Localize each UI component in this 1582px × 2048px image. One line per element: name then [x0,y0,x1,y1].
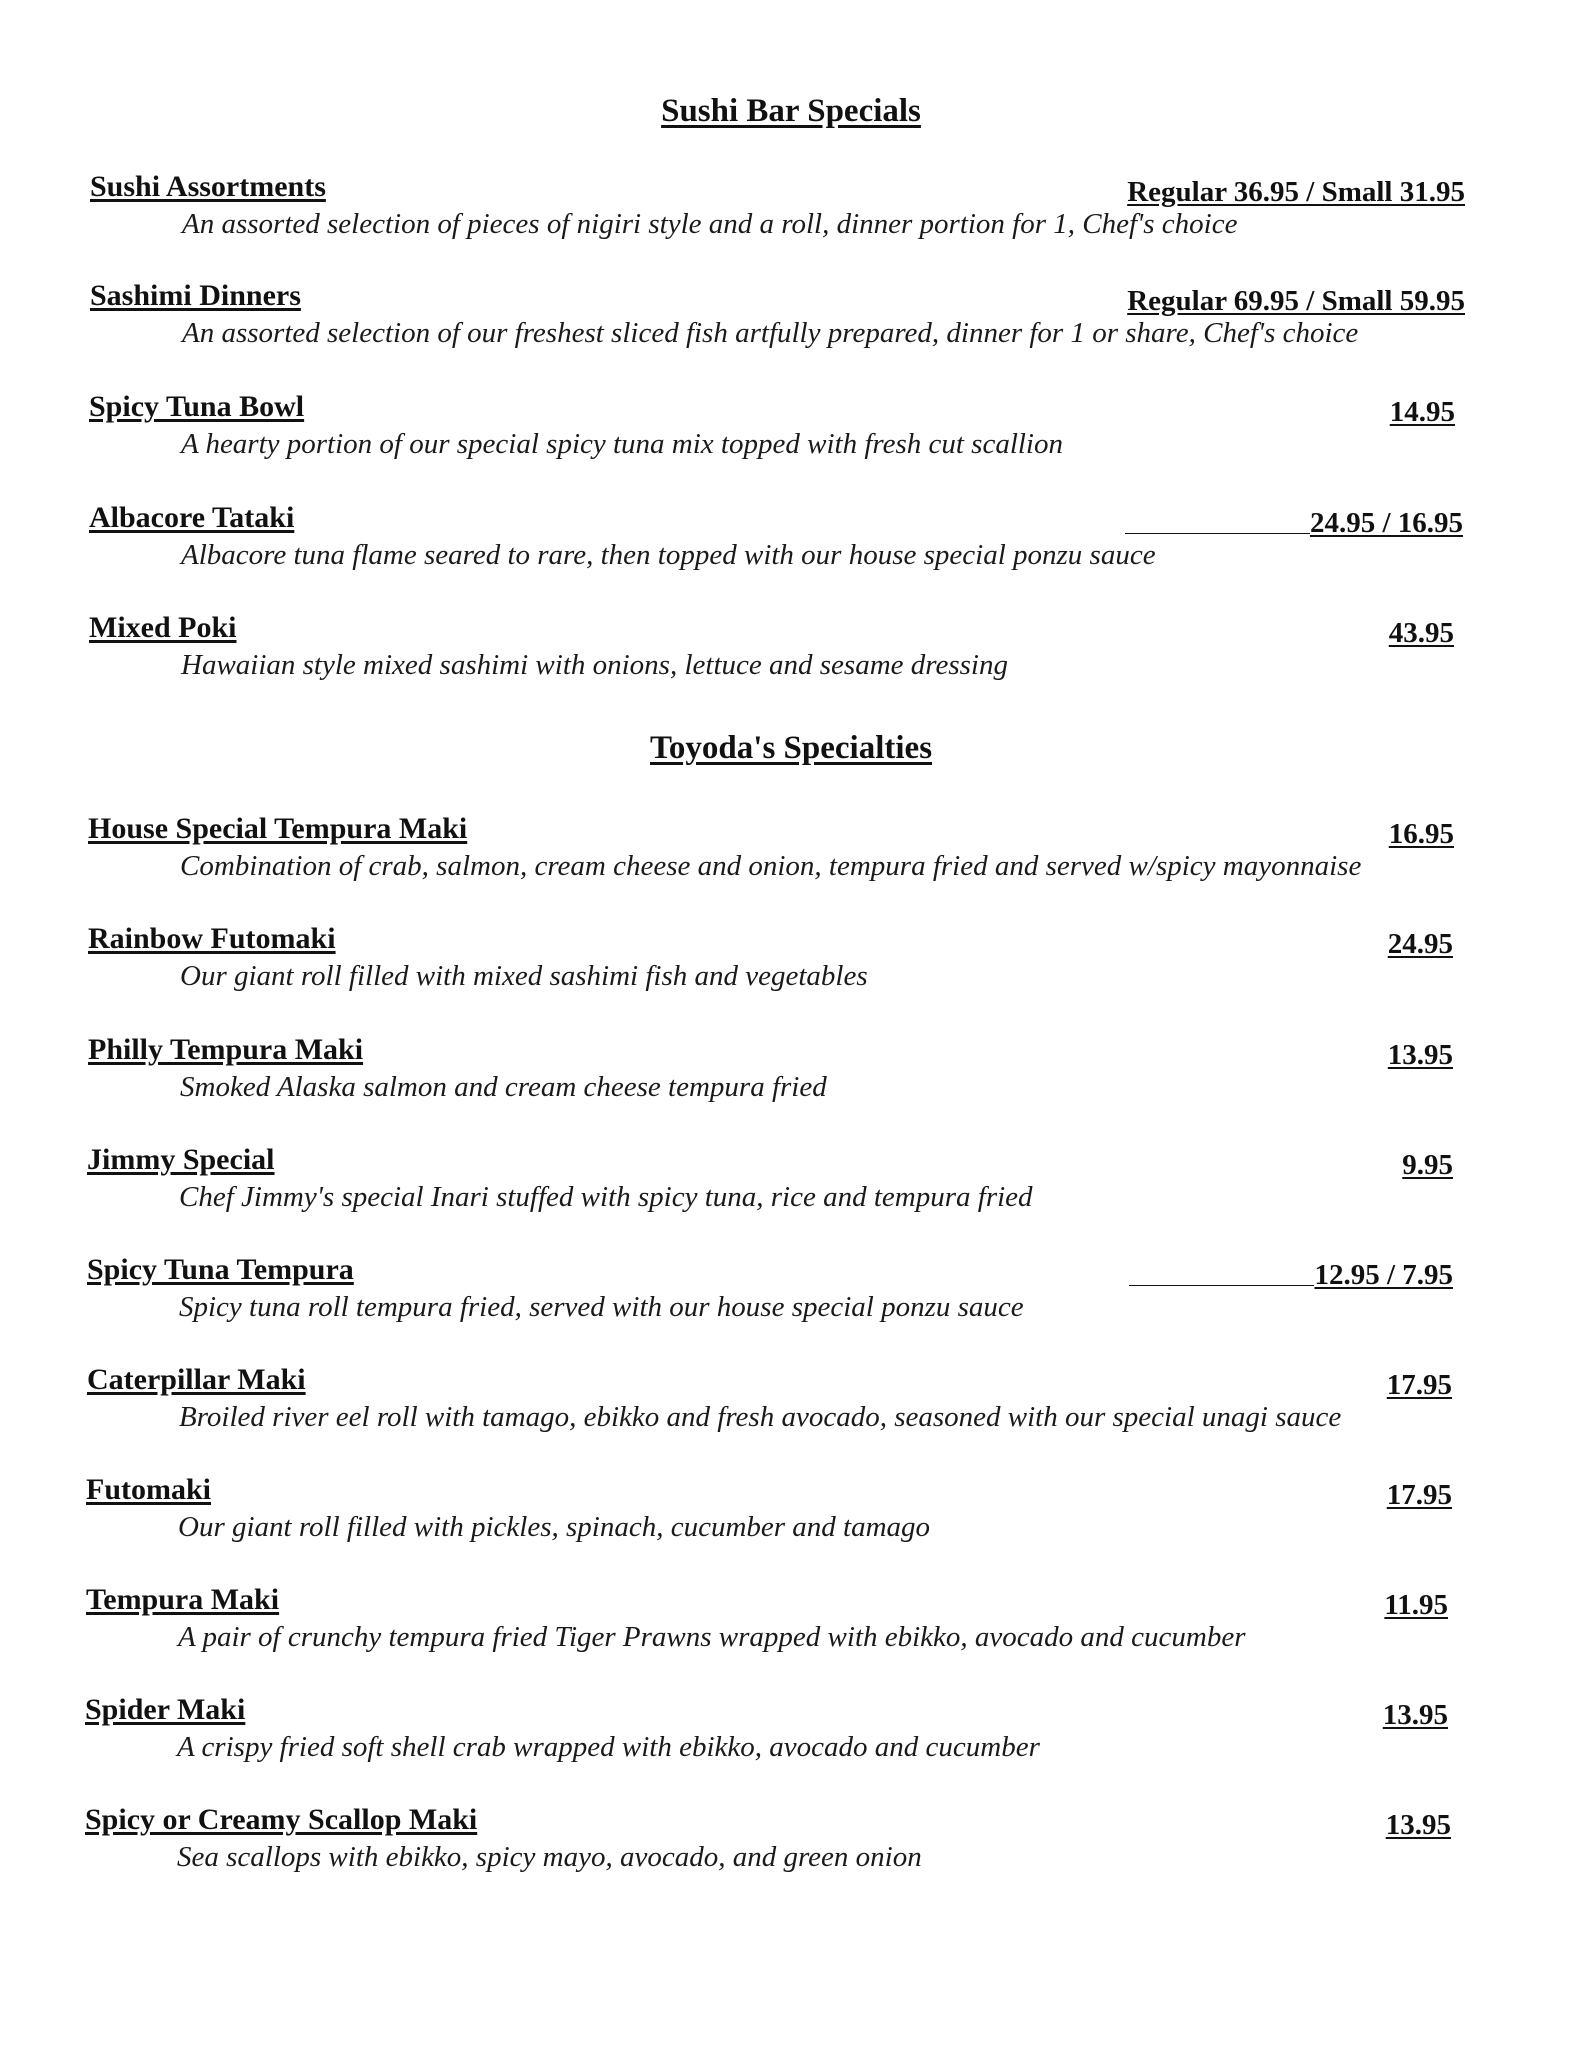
price-leader-line [1125,533,1310,534]
menu-item-sashimi-dinners [90,279,1465,389]
menu-item-tempura-maki [86,1583,1448,1693]
item-price: 24.95 / 16.95 [1309,507,1463,539]
price-leader-line [1129,1285,1314,1286]
menu-item-rainbow-futomaki [88,922,1453,1032]
menu-item-futomaki [86,1473,1452,1583]
item-description: Sea scallops with ebikko, spicy mayo, avocado, and green onion [177,1841,922,1873]
item-description: Spicy tuna roll tempura fried, served with our house special ponzu sauce [179,1291,1024,1323]
menu-item-house-special-tempura-maki [88,812,1454,922]
menu-item-jimmy-special [87,1143,1453,1253]
item-description: An assorted selection of our freshest sliced fish artfully prepared, dinner for 1 or share, Chef's choice [182,317,1359,349]
item-name: Caterpillar Maki [87,1363,306,1396]
menu-item-caterpillar-maki [87,1363,1452,1473]
item-price: 11.95 [1384,1589,1448,1621]
item-description: Combination of crab, salmon, cream cheese and onion, tempura fried and served w/spicy mayonnaise [180,850,1362,882]
item-description: Smoked Alaska salmon and cream cheese tempura fried [180,1071,827,1103]
item-price: Regular 36.95 / Small 31.95 [1127,176,1465,208]
menu-item-philly-tempura-maki [88,1033,1453,1143]
menu-item-spider-maki [85,1693,1448,1803]
item-name: Spicy Tuna Tempura [87,1253,354,1286]
section-title-sushi-bar-specials: Sushi Bar Specials [661,93,921,129]
item-description: Albacore tuna flame seared to rare, then topped with our house special ponzu sauce [181,539,1156,571]
menu-item-spicy-or-creamy-scallop-maki [85,1803,1451,1913]
item-description: An assorted selection of pieces of nigiri style and a roll, dinner portion for 1, Chef's choice [182,208,1238,240]
item-name: Spider Maki [85,1693,246,1726]
item-description: Broiled river eel roll with tamago, ebikko and fresh avocado, seasoned with our special unagi sauce [179,1401,1342,1433]
item-price: 24.95 [1387,928,1453,960]
item-description: Chef Jimmy's special Inari stuffed with spicy tuna, rice and tempura fried [179,1181,1033,1213]
item-description: A crispy fried soft shell crab wrapped with ebikko, avocado and cucumber [177,1731,1040,1763]
item-price: 13.95 [1385,1809,1451,1841]
item-name: Mixed Poki [89,611,237,644]
item-name: Tempura Maki [86,1583,280,1616]
item-description: Our giant roll filled with pickles, spinach, cucumber and tamago [178,1511,931,1543]
menu-item-albacore-tataki [89,501,1463,611]
item-price: Regular 69.95 / Small 59.95 [1127,285,1465,317]
item-price: 9.95 [1402,1149,1453,1181]
item-name: Albacore Tataki [89,501,295,534]
item-name: Philly Tempura Maki [88,1033,364,1066]
item-name: Sushi Assortments [90,170,326,203]
menu-item-spicy-tuna-bowl [89,390,1455,500]
item-name: Futomaki [86,1473,212,1506]
item-name: Sashimi Dinners [90,279,301,312]
item-price: 43.95 [1388,617,1454,649]
price-with-leader [1125,502,1463,539]
menu-item-spicy-tuna-tempura [87,1253,1453,1363]
item-price: 17.95 [1386,1479,1452,1511]
section-title-toyodas-specialties: Toyoda's Specialties [649,730,933,766]
item-price: 13.95 [1387,1039,1453,1071]
item-price: 16.95 [1388,818,1454,850]
item-description: A pair of crunchy tempura fried Tiger Prawns wrapped with ebikko, avocado and cucumber [178,1621,1246,1653]
item-price: 14.95 [1389,396,1455,428]
item-description: Hawaiian style mixed sashimi with onions, lettuce and sesame dressing [181,649,1008,681]
item-name: Jimmy Special [87,1143,275,1176]
price-with-leader [1129,1254,1453,1291]
item-name: Spicy or Creamy Scallop Maki [85,1803,478,1836]
item-name: Spicy Tuna Bowl [89,390,305,423]
menu-item-sushi-assortments [90,170,1465,280]
item-name: Rainbow Futomaki [88,922,336,955]
item-name: House Special Tempura Maki [88,812,468,845]
item-price: 13.95 [1382,1699,1448,1731]
item-description: A hearty portion of our special spicy tuna mix topped with fresh cut scallion [181,428,1063,460]
item-price: 17.95 [1386,1369,1452,1401]
menu-item-mixed-poki [89,611,1454,721]
item-description: Our giant roll filled with mixed sashimi fish and vegetables [180,960,868,992]
item-price: 12.95 / 7.95 [1314,1259,1453,1291]
